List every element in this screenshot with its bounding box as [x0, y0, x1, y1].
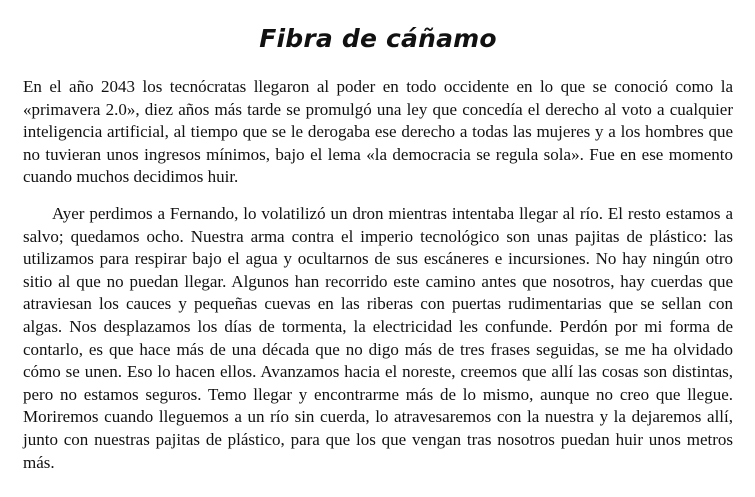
paragraph-body: Ayer perdimos a Fernando, lo volatilizó un dron mientras intentaba llegar al río. El resto estamos a salvo; quedamos ocho. Nuestra arma contra el imperio tecnológico son unas pajitas de plástico: las utilizamos para respirar bajo el agua y ocultarnos de sus escáneres e incursiones. No hay ningún otro sitio al que no puedan llegar. Algunos han recorrido este camino antes que nosotros, hay cuerdas que atraviesan los cauces y pequeñas cuevas en las riberas con puertas rudimentarias que se sellan con algas. Nos desplazamos los días de tormenta, la electricidad les confunde. Perdón por mi forma de contarlo, es que hace más de una década que no digo más de tres frases seguidas, se me ha olvidado cómo se unen. Eso lo hacen ellos. Avanzamos hacia el noreste, creemos que allí las cosas son distintas, pero no estamos seguros. Temo llegar y encontrarme más de lo mismo, aunque no creo que llegue. Moriremos cuando lleguemos a un río sin cuerda, lo atravesaremos con la nuestra y la dejaremos allí, junto con nuestras pajitas de plástico, para que los que vengan tras nosotros puedan huir unos metros más. [23, 203, 733, 472]
paragraph-intro: En el año 2043 los tecnócratas llegaron al poder en todo occidente en lo que se conoció como la «primavera 2.0», diez años más tarde se promulgó una ley que concedía el derecho al voto a cualquier inteligencia artificial, al tiempo que se le derogaba ese derecho a todas las mujeres y a los hombres que no tuvieran unos ingresos mínimos, bajo el lema «la democracia se regula sola». Fue en ese momento cuando muchos decidimos huir. [23, 77, 733, 187]
document-title: Fibra de cáñamo [259, 24, 497, 53]
